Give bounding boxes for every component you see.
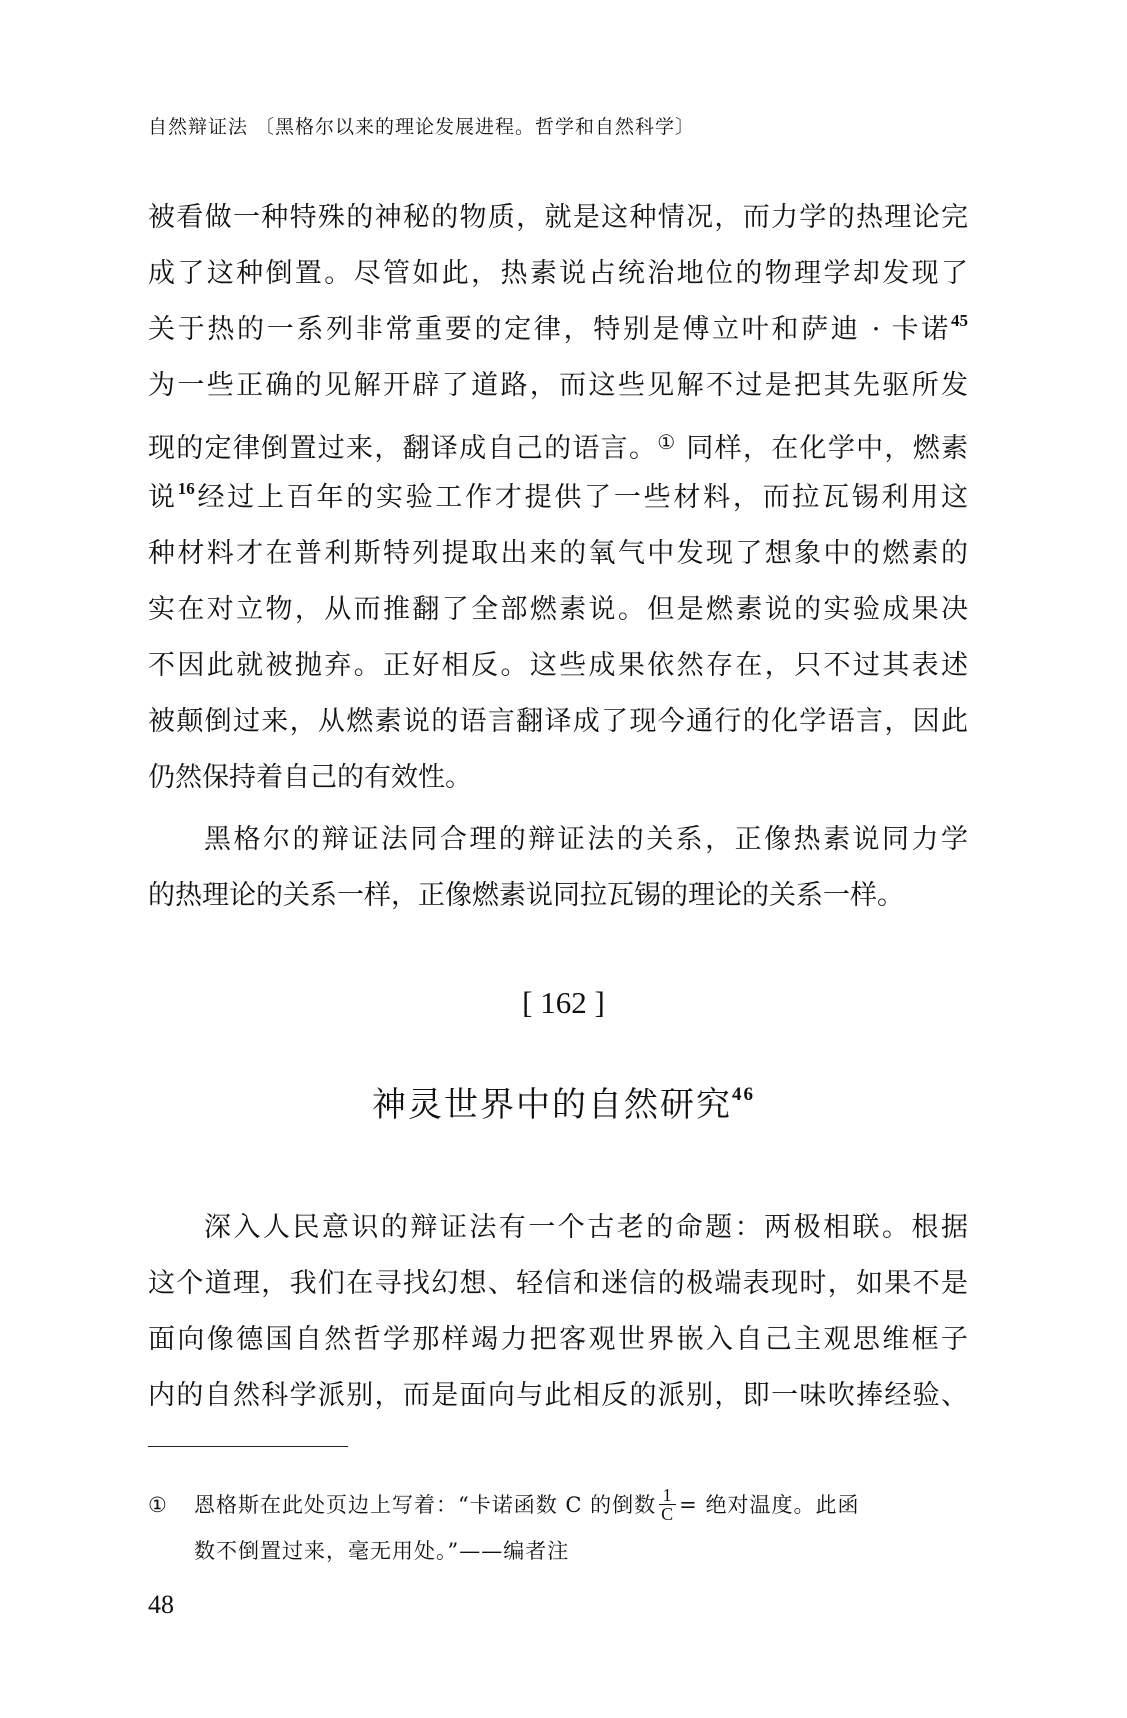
footnote-ref[interactable]: ① (657, 430, 677, 454)
text-line: 成了这种倒置。尽管如此，热素说占统治地位的物理学却发现了 (148, 258, 968, 289)
text-line (148, 302, 968, 358)
text-line: 被颠倒过来，从燃素说的语言翻译成了现今通行的化学语言，因此 (148, 706, 968, 737)
text-line: 这个道理，我们在寻找幻想、轻信和迷信的极端表现时，如果不是 (148, 1268, 968, 1299)
footnote-line (148, 1482, 968, 1528)
fraction-denominator: C (661, 1504, 675, 1524)
fraction (659, 1486, 676, 1523)
text-line (148, 470, 968, 526)
text-segment: 说 (148, 482, 178, 513)
footnote-mark: ① (148, 1493, 167, 1517)
footnote-line: 数不倒置过来，毫无用处。”——编者注 (194, 1539, 570, 1563)
text-line: 深入人民意识的辩证法有一个古老的命题：两极相联。根据 (204, 1212, 968, 1243)
text-line (148, 414, 968, 470)
paragraph-1 (148, 190, 968, 806)
fraction-numerator: 1 (659, 1486, 676, 1505)
page-number: 48 (148, 1590, 174, 1619)
section-title-text: 神灵世界中的自然研究 (372, 1085, 732, 1125)
text-line: 黑格尔的辩证法同合理的辩证法的关系，正像热素说同力学 (204, 824, 968, 855)
text-line: 实在对立物，从而推翻了全部燃素说。但是燃素说的实验成果决 (148, 594, 968, 625)
section-title (0, 1077, 1127, 1126)
endnote-ref-45[interactable]: 45 (951, 311, 968, 330)
footnote-divider (148, 1446, 348, 1447)
text-line: 被看做一种特殊的神秘的物质，就是这种情况，而力学的热理论完 (148, 202, 968, 233)
paragraph-3 (148, 1200, 968, 1424)
text-segment: 关于热的一系列非常重要的定律，特别是傅立叶和萨迪 · 卡诺 (148, 314, 951, 345)
running-head: 自然辩证法 〔黑格尔以来的理论发展进程。哲学和自然科学〕 (148, 116, 696, 138)
text-line: 的热理论的关系一样，正像燃素说同拉瓦锡的理论的关系一样。 (148, 880, 904, 911)
text-segment: = 绝对温度。此函 (679, 1493, 860, 1517)
endnote-ref-46[interactable]: 46 (732, 1084, 755, 1105)
footnote (148, 1482, 968, 1574)
text-line: 为一些正确的见解开辟了道路，而这些见解不过是把其先驱所发 (148, 370, 968, 401)
text-segment: 同样，在化学中，燃素 (676, 433, 969, 464)
text-segment: 经过上百年的实验工作才提供了一些材料，而拉瓦锡利用这 (194, 482, 969, 513)
text-segment: 现的定律倒置过来，翻译成自己的语言。 (148, 433, 658, 464)
text-line: 仍然保持着自己的有效性。 (148, 762, 472, 793)
section-number: [ 162 ] (522, 985, 605, 1020)
endnote-ref-16[interactable]: 16 (177, 479, 195, 498)
text-line: 不因此就被抛弃。正好相反。这些成果依然存在，只不过其表述 (148, 650, 968, 681)
text-line: 内的自然科学派别，而是面向与此相反的派别，即一味吹捧经验、 (148, 1380, 968, 1411)
paragraph-2 (148, 812, 968, 924)
text-segment: 恩格斯在此处页边上写着：“卡诺函数 C 的倒数 (194, 1493, 657, 1517)
text-line: 面向像德国自然哲学那样竭力把客观世界嵌入自己主观思维框子 (148, 1324, 968, 1355)
text-line: 种材料才在普利斯特列提取出来的氧气中发现了想象中的燃素的 (148, 538, 968, 569)
